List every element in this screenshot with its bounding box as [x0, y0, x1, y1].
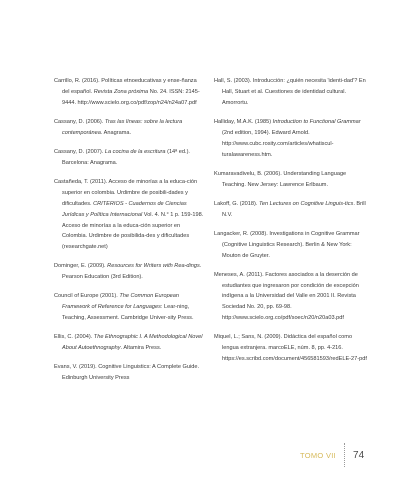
volume-label: TOMO VII — [300, 450, 337, 460]
reference-text: Cassany, D. (2006). — [54, 118, 105, 125]
reference-entry — [214, 229, 368, 262]
reference-text-tail: (2nd edition, 1994). Edward Arnold. http://www.cubc.rosity.com/articles/whatiscul-turalawareness.htm. — [222, 129, 334, 158]
reference-entry — [214, 76, 368, 109]
reference-entry — [54, 117, 204, 139]
reference-entry — [214, 169, 368, 191]
reference-text-tail: (14ª ed.). Barcelona: Anagrama. — [62, 148, 190, 166]
reference-text-tail: Vol. 4. N.° 1 p. 159-198. Acceso de minorías a la educa-ción superior en Colombia. Urdimbre de posibilida-des y dificultades (researchgate.net) — [62, 211, 204, 251]
reference-entry — [54, 362, 204, 384]
page-footer — [300, 444, 364, 466]
reference-title: Resources for Writers with Rea-dings — [107, 263, 200, 270]
reference-entry — [214, 270, 368, 325]
reference-text: Halliday, M.A.K. (1985) — [214, 118, 273, 125]
reference-title: Introduction to Functional Grammar — [272, 118, 361, 125]
reference-entry — [214, 117, 368, 161]
reference-entry — [54, 76, 204, 109]
reference-text: Langacker, R. (2008). Investigations in Cognitive Grammar (Cognitive Linguistics Research). Berlin & New York: Mouton de Gruyter. — [214, 230, 360, 259]
reference-entry — [54, 261, 204, 283]
reference-title: Revista Zona próxima — [93, 88, 149, 95]
reference-text: Council of Europe (2001). — [54, 293, 120, 300]
reference-text-tail: . Anagrama. — [100, 129, 132, 136]
references-column-right — [214, 76, 368, 373]
reference-text-tail: . Brill N.V. — [222, 200, 366, 218]
reference-text: Castañeda, T. (2011). Acceso de minorías a la educa-ción superior en colombia. Urdimbre de posibili-dades y dificultades. — [54, 178, 198, 207]
reference-text-tail: . Pearson Education (3rd Edition). — [62, 263, 202, 281]
reference-text: Ellis, C. (2004). — [54, 334, 94, 341]
references-column-left — [54, 76, 204, 392]
reference-text: Kumaravadivelu, B. (2006). Understanding Language Teaching. New Jersey: Lawrence Erlbaum. — [214, 170, 347, 188]
reference-entry — [54, 147, 204, 169]
footer-divider — [344, 443, 345, 467]
reference-text: Dominger, E. (2009). — [54, 263, 108, 270]
reference-text: Lakoff, G. (2018). — [214, 200, 259, 207]
reference-text-tail: No. 24. ISSN: 2145-9444. http://www.scielo.org.co/pdf/zop/n24/n24a07.pdf — [62, 88, 200, 106]
reference-text: Hall, S. (2003). Introducción: ¿quién necesita 'identi-dad'? En Hall, Stuart et al. Cuestiones de identidad cultural. Amorrortu. — [214, 78, 366, 106]
reference-title: La cocina de la escritura — [104, 148, 166, 155]
reference-text: Evans, V. (2019). Cognitive Linguistics: A Complete Guide. Edinburgh University Press — [54, 364, 199, 382]
reference-entry — [214, 199, 368, 221]
reference-title: CRITERIOS - Cuadernos de Ciencias Jurídicas y Política Internacional — [62, 200, 187, 218]
page-number: 74 — [353, 449, 365, 461]
reference-entry — [54, 291, 204, 324]
reference-title: The Common European Framework of Reference for Languages — [62, 293, 180, 311]
reference-title: The Ethnographic I. A Methodological Novel About Autoethnography — [62, 334, 203, 352]
reference-text: Cassany, D. (2007). — [54, 148, 105, 155]
reference-text-tail: . Altamira Press. — [120, 345, 162, 352]
reference-entry — [54, 332, 204, 354]
reference-text: Miquel, L.; Sans, N. (2009). Didáctica del español como lengua extranjera. marcoELE, núm. 8, pp. 4-216. https://es.scribd.com/document/456581593/redELE-27-pdf — [214, 334, 367, 363]
reference-entry — [214, 332, 368, 365]
reference-text: Meneses, A. (2011). Factores asociados a la deserción de estudiantes que ingresaron por condición de excepción indígena a la Universidad del Valle en 2001 II. Revista Sociedad No. 20, pp. 69-98. http://www.scielo.org.co/pdf/soec/n20/n20a03.pdf — [214, 271, 359, 322]
reference-text: Carrillo, R. (2016). Políticas etnoeducativas y ense-ñanza del español. — [54, 78, 197, 95]
reference-entry — [54, 177, 204, 253]
reference-title: Tras las líneas: sobre la lectura contemporánea — [62, 118, 183, 136]
reference-text-tail: : Lear-ning, Teaching, Assessment. Cambridge Univer-sity Press. — [62, 304, 194, 322]
reference-title: Ten Lectures on Cognitive Linguis-tics — [258, 200, 354, 207]
